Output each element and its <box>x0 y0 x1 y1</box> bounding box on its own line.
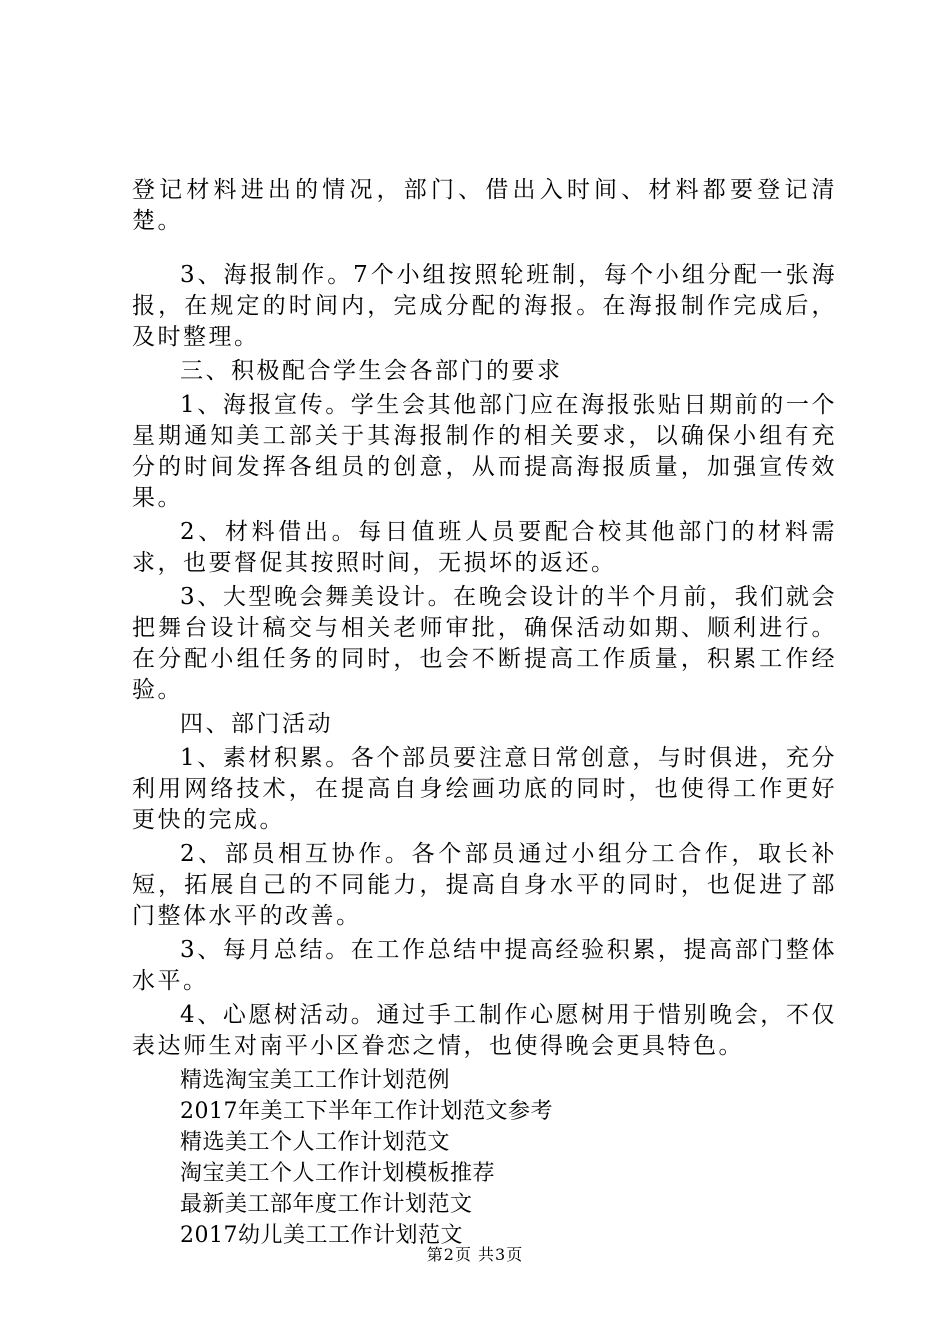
paragraph-wish-tree: 4、心愿树活动。通过手工制作心愿树用于惜别晚会，不仅表达师生对南平小区眷恋之情，也使得晚会更具特色。 <box>132 1002 837 1059</box>
paragraph-poster-making: 3、海报制作。7个小组按照轮班制，每个小组分配一张海报，在规定的时间内，完成分配的海报。在海报制作完成后，及时整理。 <box>132 262 837 350</box>
section-heading-cooperate: 三、积极配合学生会各部门的要求 <box>180 358 563 384</box>
document-body <box>132 175 837 1251</box>
paragraph-material-accumulation: 1、素材积累。各个部员要注意日常创意，与时俱进，充分利用网络技术，在提高自身绘画功底的同时，也使得工作更好更快的完成。 <box>132 745 837 833</box>
related-links-list <box>132 1065 837 1251</box>
related-link[interactable]: 精选美工个人工作计划范文 <box>180 1130 451 1155</box>
page-footer-indicator: 第2页 共3页 <box>426 1245 524 1264</box>
paragraph-collaboration: 2、部员相互协作。各个部员通过小组分工合作，取长补短，拓展自己的不同能力，提高自身水平的同时，也促进了部门整体水平的改善。 <box>132 841 837 929</box>
related-link[interactable]: 2017幼儿美工工作计划范文 <box>180 1223 463 1248</box>
related-link[interactable]: 精选淘宝美工工作计划范例 <box>180 1068 451 1093</box>
paragraph-material-lending: 2、材料借出。每日值班人员要配合校其他部门的材料需求，也要督促其按照时间，无损坏的返还。 <box>132 519 837 576</box>
related-link[interactable]: 最新美工部年度工作计划范文 <box>180 1192 473 1217</box>
paragraph-monthly-summary: 3、每月总结。在工作总结中提高经验积累，提高部门整体水平。 <box>132 937 837 994</box>
related-link[interactable]: 2017年美工下半年工作计划范文参考 <box>180 1099 553 1124</box>
paragraph-poster-promotion: 1、海报宣传。学生会其他部门应在海报张贴日期前的一个星期通知美工部关于其海报制作的相关要求，以确保小组有充分的时间发挥各组员的创意，从而提高海报质量，加强宣传效果。 <box>132 392 837 511</box>
related-link[interactable]: 淘宝美工个人工作计划模板推荐 <box>180 1161 496 1186</box>
section-heading-activities: 四、部门活动 <box>180 711 333 737</box>
paragraph-stage-design: 3、大型晚会舞美设计。在晚会设计的半个月前，我们就会把舞台设计稿交与相关老师审批，确保活动如期、顺利进行。在分配小组任务的同时，也会不断提高工作质量，积累工作经验。 <box>132 584 837 703</box>
paragraph-continuation: 登记材料进出的情况，部门、借出入时间、材料都要登记清楚。 <box>132 177 837 234</box>
